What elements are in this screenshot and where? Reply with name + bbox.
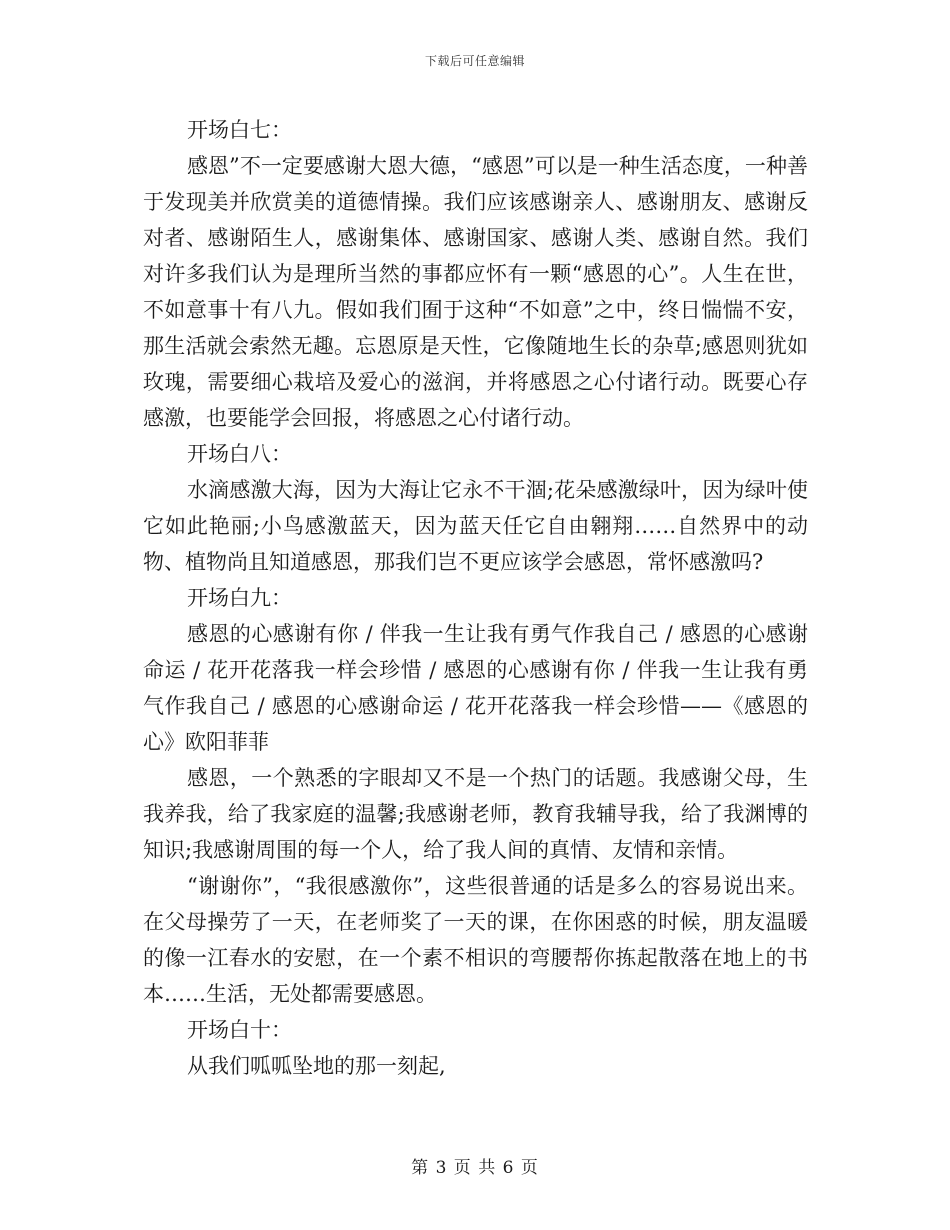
paragraph: 感恩”不一定要感谢大恩大德，“感恩”可以是一种生活态度，一种善于发现美并欣赏美的道德情操。我们应该感谢亲人、感谢朋友、感谢反对者、感谢陌生人，感谢集体、感谢国家、感谢人类、感谢自然。我们对许多我们认为是理所当然的事都应怀有一颗“感恩的心”。人生在世，不如意事十有八九。假如我们囿于这种“不如意”之中，终日惴惴不安，那生活就会索然无趣。忘恩原是天性，它像随地生长的杂草;感恩则犹如玫瑰，需要细心栽培及爱心的滋润，并将感恩之心付诸行动。既要心存感激，也要能学会回报，将感恩之心付诸行动。 [143, 154, 808, 430]
page-header: 下载后可任意编辑 [424, 54, 525, 68]
paragraph-lyrics: 感恩的心感谢有你 / 伴我一生让我有勇气作我自己 / 感恩的心感谢命运 / 花开花落我一样会珍惜 / 感恩的心感谢有你 / 伴我一生让我有勇气作我自己 / 感恩的心感谢命运 / 花开花落我一样会珍惜——《感恩的心》欧阳菲菲 [143, 622, 808, 754]
paragraph: 感恩，一个熟悉的字眼却又不是一个热门的话题。我感谢父母，生我养我，给了我家庭的温馨;我感谢老师，教育我辅导我，给了我渊博的知识;我感谢周围的每一个人，给了我人间的真情、友情和亲情。 [143, 766, 808, 862]
paragraph-heading-8: 开场白八： [187, 442, 292, 466]
paragraph-heading-7: 开场白七： [187, 118, 292, 142]
paragraph-heading-10: 开场白十： [187, 1018, 292, 1042]
paragraph: “谢谢你”，“我很感激你”，这些很普通的话是多么的容易说出来。在父母操劳了一天，在老师奖了一天的课，在你困惑的时候，朋友温暖的像一江春水的安慰，在一个素不相识的弯腰帮你拣起散落在地上的书本……生活，无处都需要感恩。 [143, 874, 808, 1006]
document-body [143, 112, 808, 1084]
paragraph: 水滴感激大海，因为大海让它永不干涸;花朵感激绿叶，因为绿叶使它如此艳丽;小鸟感激蓝天，因为蓝天任它自由翱翔……自然界中的动物、植物尚且知道感恩，那我们岂不更应该学会感恩，常怀感激吗? [143, 478, 808, 574]
page-number: 第 3 页 共 6 页 [411, 1158, 539, 1178]
paragraph: 从我们呱呱坠地的那一刻起, [187, 1054, 446, 1078]
paragraph-heading-9: 开场白九： [187, 586, 292, 610]
